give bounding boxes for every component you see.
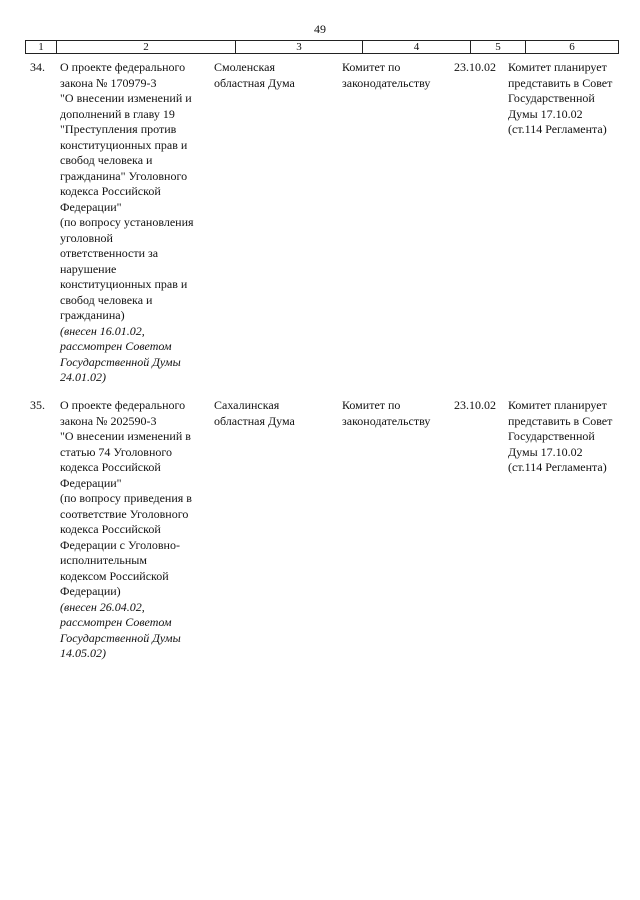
bill-author	[214, 60, 334, 91]
text-line: кодекса Российской	[60, 522, 161, 536]
text-line: 23.10.02	[454, 398, 496, 412]
text-line: Комитет по	[342, 398, 401, 412]
text-line: "О внесении изменений и	[60, 91, 192, 105]
text-line: (по вопросу установления	[60, 215, 194, 229]
text-line: гражданина" Уголовного	[60, 168, 188, 183]
text-line: Федерации с Уголовно-	[60, 537, 180, 552]
text-line: 34.	[30, 60, 45, 74]
text-line: (ст.114 Регламента)	[508, 460, 607, 474]
header-col-2: 2	[56, 41, 235, 53]
text-line: кодекса Российской	[60, 184, 161, 198]
text-line: дополнений в главу 19	[60, 106, 175, 121]
text-line: закона № 202590-3	[60, 413, 157, 428]
text-line: Государственной Думы	[60, 354, 181, 369]
text-line: Думы 17.10.02	[508, 106, 583, 121]
text-line: ответственности за	[60, 246, 159, 260]
text-line: 24.01.02)	[60, 370, 106, 384]
header-col-4: 4	[362, 41, 470, 53]
text-line: конституционных прав и	[60, 277, 188, 291]
text-line: 35.	[30, 398, 45, 412]
text-line: соответствие Уголовного	[60, 506, 189, 521]
text-line: Комитет планирует	[508, 60, 607, 74]
text-line: свобод человека и	[60, 292, 153, 307]
text-line: (внесен 26.04.02,	[60, 599, 145, 614]
planned-action	[508, 60, 626, 138]
text-line: Федерации"	[60, 475, 122, 490]
responsible-committee	[342, 398, 450, 429]
text-line: "Преступления против	[60, 122, 177, 136]
table-header	[25, 40, 619, 54]
text-line: областная Дума	[214, 75, 295, 90]
text-line: нарушение	[60, 261, 117, 276]
text-line: Государственной Думы	[60, 630, 181, 645]
review-date	[454, 60, 504, 76]
text-line: исполнительным	[60, 553, 147, 567]
text-line: гражданина)	[60, 308, 125, 322]
entry-number	[30, 398, 55, 414]
bill-description	[60, 60, 210, 386]
text-line: Федерации)	[60, 584, 121, 598]
text-line: Сахалинская	[214, 398, 280, 412]
text-line: кодекса Российской	[60, 460, 161, 474]
text-line: Комитет по	[342, 60, 401, 74]
responsible-committee	[342, 60, 450, 91]
header-col-3: 3	[235, 41, 362, 53]
text-line: Федерации"	[60, 199, 122, 214]
text-line: конституционных прав и	[60, 137, 188, 152]
bill-description	[60, 398, 210, 662]
text-line: 14.05.02)	[60, 646, 106, 660]
text-line: законодательству	[342, 75, 431, 90]
text-line: О проекте федерального	[60, 398, 186, 412]
text-line: (по вопросу приведения в	[60, 491, 192, 505]
text-line: представить в Совет	[508, 75, 613, 90]
text-line: Комитет планирует	[508, 398, 607, 412]
review-date	[454, 398, 504, 414]
text-line: (внесен 16.01.02,	[60, 323, 145, 338]
entry-number	[30, 60, 55, 76]
text-line: законодательству	[342, 413, 431, 428]
text-line: (ст.114 Регламента)	[508, 122, 607, 136]
text-line: "О внесении изменений в	[60, 429, 191, 443]
text-line: закона № 170979-3	[60, 75, 157, 90]
text-line: рассмотрен Советом	[60, 339, 172, 353]
header-col-1: 1	[25, 41, 56, 53]
text-line: Государственной	[508, 91, 595, 105]
page-number: 49	[314, 22, 326, 36]
text-line: рассмотрен Советом	[60, 615, 172, 629]
text-line: свобод человека и	[60, 153, 153, 167]
text-line: кодексом Российской	[60, 568, 169, 583]
text-line: Думы 17.10.02	[508, 444, 583, 459]
text-line: Смоленская	[214, 60, 275, 74]
header-col-6: 6	[525, 41, 619, 53]
text-line: уголовной	[60, 230, 113, 245]
text-line: представить в Совет	[508, 413, 613, 428]
text-line: статью 74 Уголовного	[60, 444, 173, 459]
bill-author	[214, 398, 334, 429]
header-col-5: 5	[470, 41, 525, 53]
text-line: Государственной	[508, 429, 595, 443]
text-line: О проекте федерального	[60, 60, 186, 74]
text-line: 23.10.02	[454, 60, 496, 74]
planned-action	[508, 398, 626, 476]
text-line: областная Дума	[214, 413, 295, 428]
